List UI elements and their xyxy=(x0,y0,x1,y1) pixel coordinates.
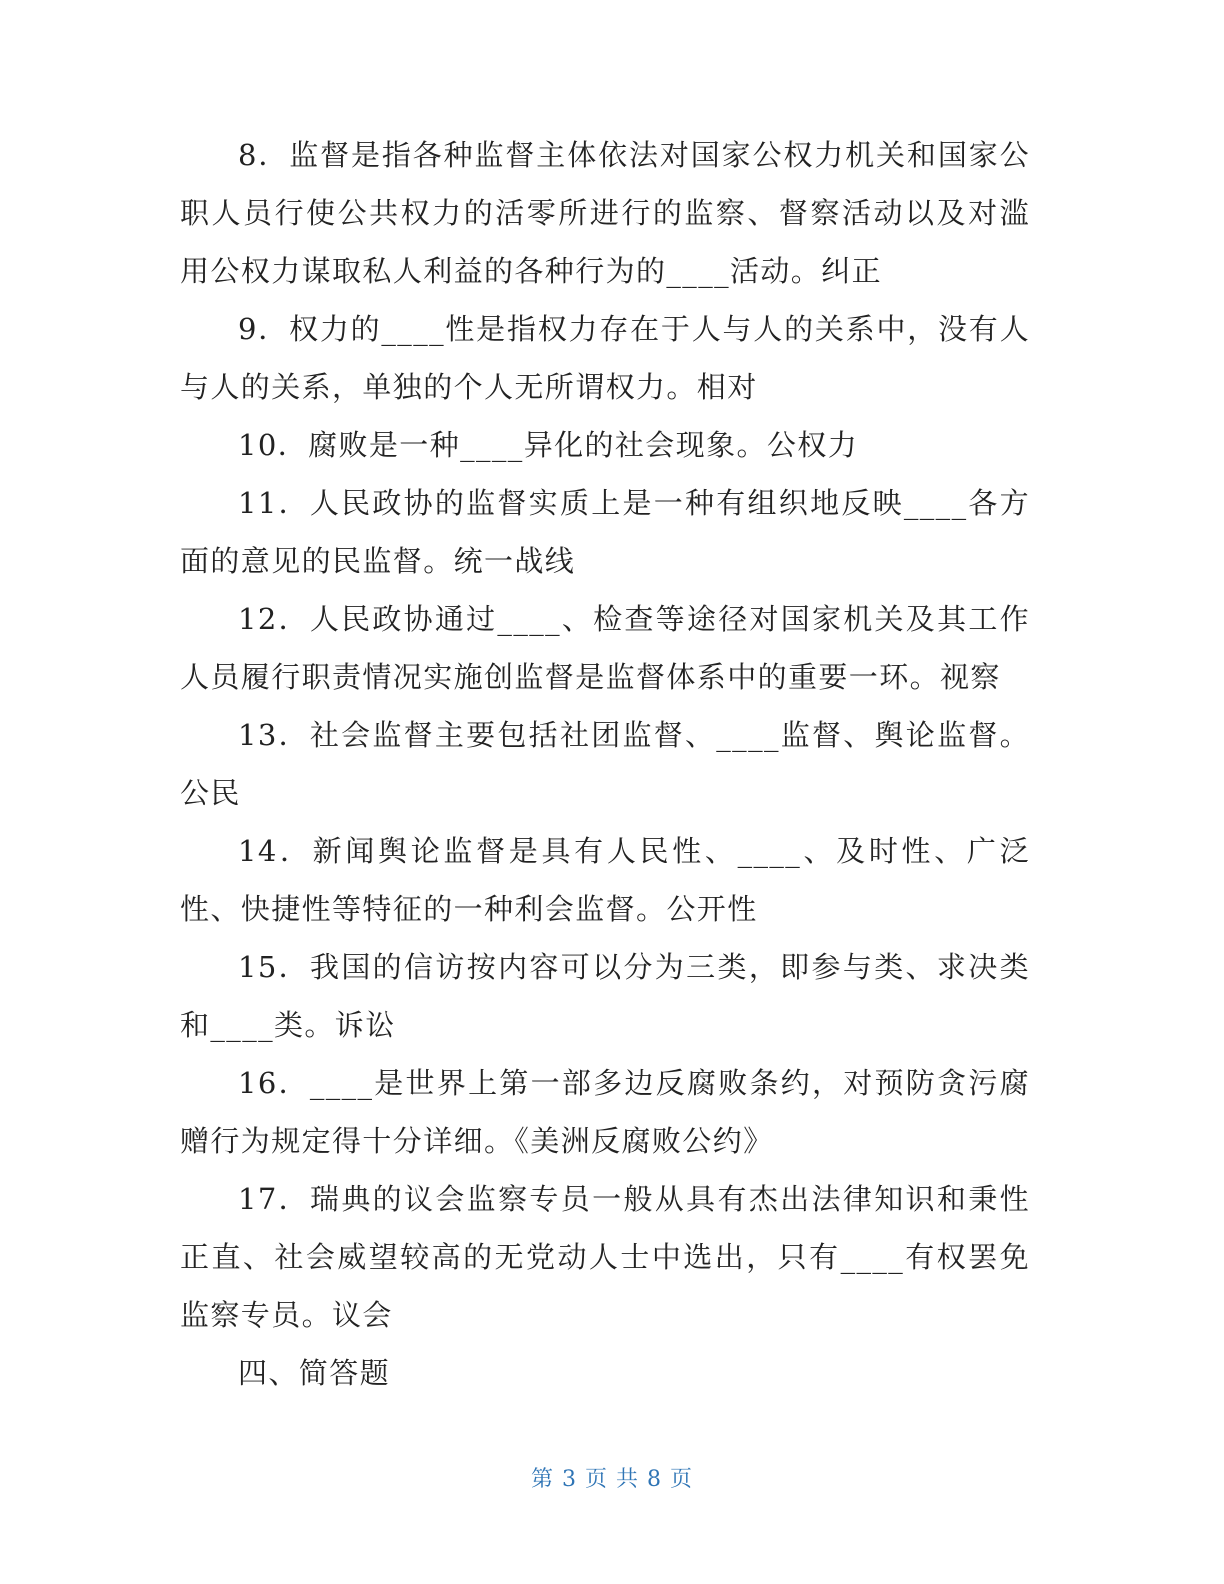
question-11: 11．人民政协的监督实质上是一种有组织地反映____各方面的意见的民监督。统一战线 xyxy=(180,486,1030,578)
question-14: 14．新闻舆论监督是具有人民性、____、及时性、广泛性、快捷性等特征的一种利会监督。公开性 xyxy=(180,834,1030,926)
question-16: 16．____是世界上第一部多边反腐败条约，对预防贪污腐赠行为规定得十分详细。《美洲反腐败公约》 xyxy=(180,1066,1030,1158)
question-8: 8．监督是指各种监督主体依法对国家公权力机关和国家公职人员行使公共权力的活零所进行的监察、督察活动以及对滥用公权力谋取私人利益的各种行为的____活动。纠正 xyxy=(180,138,1030,288)
question-10: 10．腐败是一种____异化的社会现象。公权力 xyxy=(238,428,859,462)
page-footer: 第 3 页 共 8 页 xyxy=(531,1467,693,1492)
question-15: 15．我国的信访按内容可以分为三类，即参与类、求决类和____类。诉讼 xyxy=(180,950,1030,1042)
question-12: 12．人民政协通过____、检查等途径对国家机关及其工作人员履行职责情况实施创监督是监督体系中的重要一环。视察 xyxy=(180,602,1030,694)
question-13: 13．社会监督主要包括社团监督、____监督、舆论监督。公民 xyxy=(180,718,1030,810)
question-9: 9．权力的____性是指权力存在于人与人的关系中，没有人与人的关系，单独的个人无所谓权力。相对 xyxy=(180,312,1030,404)
question-17: 17．瑞典的议会监察专员一般从具有杰出法律知识和秉性正直、社会威望较高的无党动人士中选出，只有____有权罢免监察专员。议会 xyxy=(180,1182,1030,1332)
section-heading: 四、简答题 xyxy=(238,1356,391,1390)
document-body xyxy=(180,126,1030,1402)
